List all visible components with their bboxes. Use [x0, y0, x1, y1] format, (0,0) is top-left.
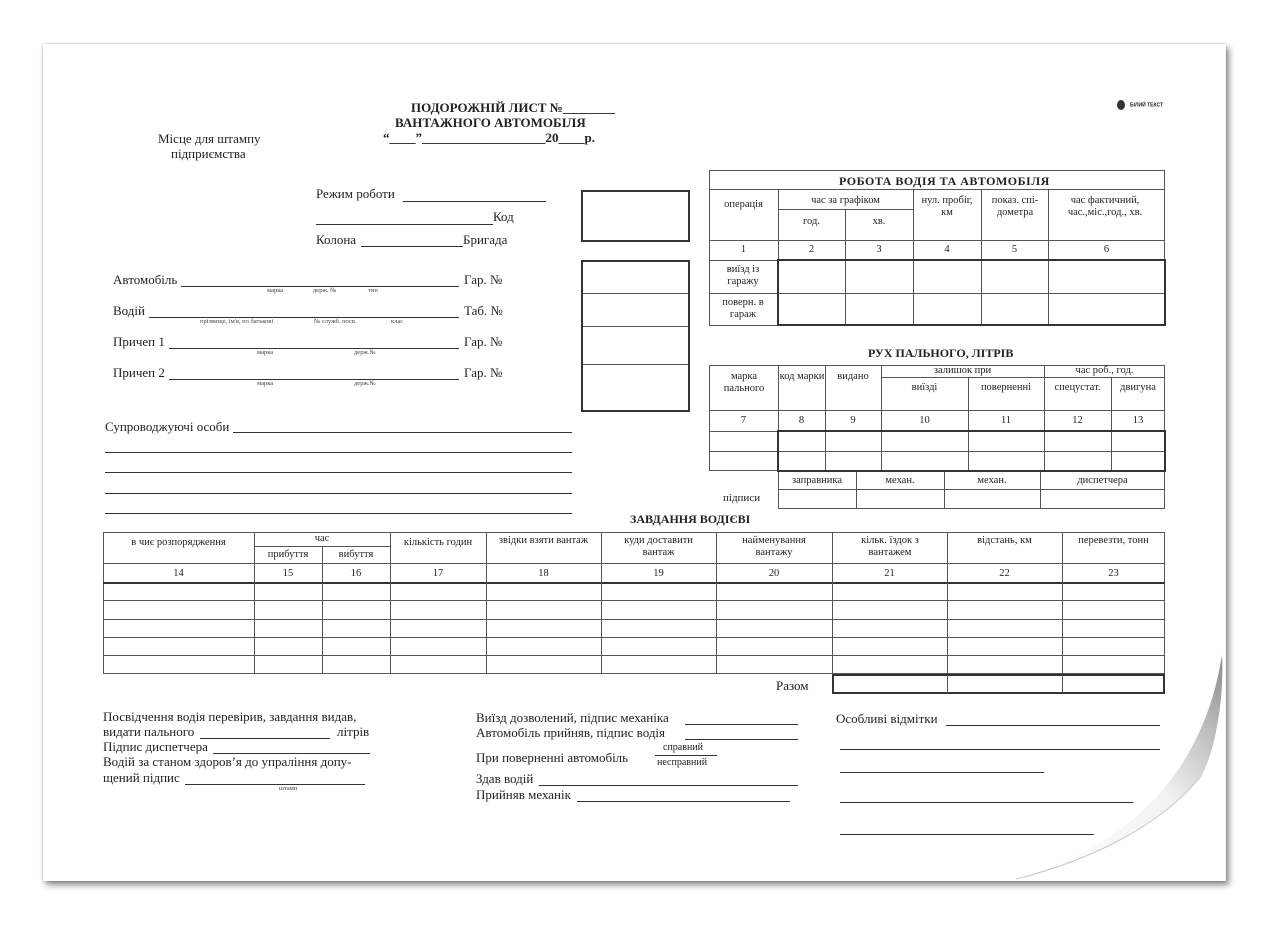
mechanic-exit-line[interactable] [685, 724, 798, 725]
footer-right-1: Особливі відмітки [836, 711, 938, 726]
vodiy-sub-1: прізвище, ім'я, по батькові [200, 318, 274, 325]
prychip1-sub-2: держ.№ [354, 349, 376, 356]
ft-entry-area[interactable] [777, 430, 1166, 472]
wt-num-2: 2 [808, 244, 815, 255]
suprovod-line-5[interactable] [105, 513, 572, 514]
prychip1-label: Причеп 1 [113, 334, 165, 349]
razom-label: Разом [776, 678, 809, 693]
sig-h1 [778, 489, 1165, 490]
ft-marka: марка пального [723, 371, 765, 394]
work-table-title: РОБОТА ВОДІЯ ТА АВТОМОБІЛЯ [839, 174, 1050, 188]
wt-entry-area[interactable] [777, 259, 1166, 326]
tt-h-rozporyadzh: в чиє розпорядження [131, 537, 226, 548]
vodiy-sub-3: клас [391, 318, 404, 325]
suprovod-line-4[interactable] [105, 493, 572, 494]
stamp-divider-1 [583, 293, 688, 294]
tt-v4 [486, 532, 487, 674]
logo-text: БІЛИЙ ТЕКСТ [1130, 102, 1163, 109]
tt-h1 [103, 563, 1165, 564]
prychip2-label: Причеп 2 [113, 365, 165, 380]
ft-num-8: 8 [798, 415, 805, 426]
suprovod-label: Супроводжуючі особи [105, 419, 230, 434]
tt-num-17: 17 [432, 568, 444, 579]
wt-nul-probig: нул. пробіг, км [921, 195, 973, 218]
stamp-place-2: підприємства [171, 146, 246, 161]
sig-mekhan-2: механ. [977, 475, 1007, 486]
tt-h3 [103, 600, 1165, 601]
sig-pidpysy: підписи [723, 492, 761, 504]
bryhada-label: Бригада [463, 232, 508, 247]
fuel-table-title: РУХ ПАЛЬНОГО, ЛІТРІВ [868, 346, 1014, 360]
wt-num-1: 1 [740, 244, 747, 255]
tt-h-perevezty: перевезти, тонн [1078, 535, 1149, 546]
ft-num-10: 10 [919, 415, 930, 426]
wt-khv: хв. [872, 216, 886, 227]
tt-h-chas: час [314, 533, 330, 544]
footer-mid-1: Виїзд дозволений, підпис механіка [476, 710, 669, 725]
suprovod-line-2[interactable] [105, 452, 572, 453]
footer-mid-4: Здав водій [476, 771, 534, 786]
spravnyi-divider [655, 755, 717, 756]
tt-h-prybuttya: прибуття [267, 549, 309, 560]
shtamp-label: штамп [279, 785, 298, 792]
ft-chas-rob: час роб., год. [1075, 365, 1134, 376]
tt-h-izdok: кільк. їздок з вантажем [861, 535, 919, 558]
gar-label-3: Гар. № [464, 365, 503, 380]
tt-h-hodyn: кількість годин [403, 537, 473, 548]
sig-mekhan-1: механ. [885, 475, 915, 486]
avto-sub-2: держ. № [313, 287, 337, 294]
mechanic-accept-line[interactable] [577, 801, 790, 802]
footer-left-4: Водій за станом здоров’я до упраління допу- [103, 754, 352, 769]
tt-v9 [1062, 532, 1063, 674]
wt-num-5: 5 [1011, 244, 1018, 255]
ft-num-11: 11 [1000, 415, 1012, 426]
prychip1-sub-1: марка [257, 349, 274, 356]
tab-label: Таб. № [464, 303, 503, 318]
ft-h1 [881, 377, 1165, 378]
tt-num-18: 18 [538, 568, 549, 579]
wt-vyizd: виїзд із гаражу [726, 264, 760, 287]
title-line-2: ВАНТАЖНОГО АВТОМОБІЛЯ [395, 115, 586, 130]
ft-num-13: 13 [1132, 415, 1144, 426]
tt-h2 [103, 582, 1165, 584]
tt-num-16: 16 [350, 568, 362, 579]
tt-v5 [601, 532, 602, 674]
mode-label: Режим роботи [316, 186, 395, 201]
wt-chas-grafik: час за графіком [811, 195, 880, 206]
tt-v6 [716, 532, 717, 674]
kolona-label: Колона [316, 232, 357, 247]
kod-line[interactable] [316, 224, 493, 225]
tt-v7 [832, 532, 833, 674]
ft-spetsustat: спецустат. [1054, 382, 1101, 393]
tt-num-21: 21 [884, 568, 895, 579]
tt-v3 [390, 532, 391, 674]
ft-povernenni: поверненні [980, 382, 1032, 393]
prychip2-sub-2: держ.№ [354, 380, 376, 387]
ft-kod: код марки [779, 371, 825, 382]
avto-sub-1: марка [267, 287, 284, 294]
wt-operatsiya: операція [724, 199, 763, 210]
tt-num-22: 22 [999, 568, 1010, 579]
tt-h4 [103, 619, 1165, 620]
ft-vydano: видано [837, 371, 869, 382]
logo-icon [1116, 99, 1126, 111]
ft-vyizdi: виїзді [911, 382, 938, 393]
tt-num-19: 19 [653, 568, 664, 579]
tt-h-kudy: куди доставити вантаж [624, 535, 693, 558]
wt-num-6: 6 [1103, 244, 1110, 255]
page-curl-decoration [1002, 655, 1232, 925]
ft-num-12: 12 [1072, 415, 1083, 426]
avto-sub-3: тип [368, 287, 378, 294]
tt-num-23: 23 [1108, 568, 1119, 579]
wt-spidometr: показ. спі-дометра [991, 195, 1039, 218]
prychip2-line[interactable] [169, 379, 459, 380]
vodiy-sub-2: № служб. посв. [314, 318, 357, 325]
wt-chas-fakt: час фактичний, час.,міс.,год., хв. [1067, 195, 1143, 218]
wt-num-4: 4 [944, 244, 950, 255]
tt-num-14: 14 [173, 568, 184, 579]
suprovod-line-1[interactable] [233, 432, 572, 433]
footer-left-2b: літрів [337, 724, 370, 739]
driver-handover-line[interactable] [539, 785, 798, 786]
tt-h-naymenuv: найменування вантажу [742, 535, 806, 558]
task-table-title: ЗАВДАННЯ ВОДІЄВІ [630, 512, 751, 526]
vodiy-label: Водій [113, 303, 145, 318]
footer-left-5: щений підпис [103, 770, 180, 785]
tt-num-20: 20 [768, 568, 780, 579]
wt-num-3: 3 [876, 244, 882, 255]
sig-zapravnyka: заправника [792, 475, 842, 486]
ft-dvyhuna: двигуна [1120, 382, 1156, 393]
suprovod-line-3[interactable] [105, 472, 572, 473]
vodiy-line[interactable] [149, 317, 459, 318]
footer-mid-5: Прийняв механік [476, 787, 571, 802]
avto-label: Автомобіль [113, 272, 178, 287]
tt-h5 [103, 637, 1165, 638]
prychip2-sub-1: марка [257, 380, 274, 387]
prychip1-line[interactable] [169, 348, 459, 349]
health-sign-line[interactable] [185, 784, 365, 785]
ft-num-9: 9 [850, 415, 856, 426]
tt-h-vidstan: відстань, км [977, 535, 1032, 546]
footer-mid-3: При поверненні автомобіль [476, 750, 629, 765]
ft-num-7: 7 [740, 415, 747, 426]
title-line-1: ПОДОРОЖНІЙ ЛИСТ №________ [411, 100, 615, 115]
stamp-place-1: Місце для штампу [158, 131, 261, 146]
tt-num-15: 15 [282, 568, 294, 579]
mode-line[interactable] [403, 201, 546, 202]
title-date: “____”___________________20____р. [383, 130, 595, 145]
tt-v8 [947, 532, 948, 674]
footer-left-1: Посвідчення водія перевірив, завдання видав, [103, 709, 357, 724]
wt-povern: поверн. в гараж [722, 297, 764, 320]
kod-label: Код [493, 209, 514, 224]
driver-accept-line[interactable] [685, 739, 798, 740]
razom-v1 [947, 675, 948, 693]
footer-mid-2: Автомобіль прийняв, підпис водія [476, 725, 666, 740]
stamp-box-top[interactable] [581, 190, 690, 242]
gar-label-2: Гар. № [464, 334, 503, 349]
footer-left-3: Підпис диспетчера [103, 739, 208, 754]
publisher-logo [1116, 96, 1163, 114]
fuel-amount-line[interactable] [200, 738, 330, 739]
kolona-line[interactable] [361, 246, 463, 247]
stamp-divider-2 [583, 326, 688, 327]
ft-zalyshok: залишок при [933, 365, 992, 376]
stamp-box-bottom[interactable] [581, 260, 690, 412]
wt-god: год. [803, 216, 820, 227]
tt-h-zvidky: звідки взяти вантаж [498, 535, 589, 546]
gar-label-1: Гар. № [464, 272, 503, 287]
tt-v2 [322, 546, 323, 674]
stamp-divider-3 [583, 364, 688, 365]
sig-dyspetchera: диспетчера [1077, 475, 1128, 486]
nespravnyi-option[interactable]: несправний [657, 757, 708, 768]
footer-left-2a: видати пального [103, 724, 195, 739]
spravnyi-option[interactable]: справний [663, 742, 704, 753]
tt-h-vybuttya: вибуття [338, 549, 374, 560]
